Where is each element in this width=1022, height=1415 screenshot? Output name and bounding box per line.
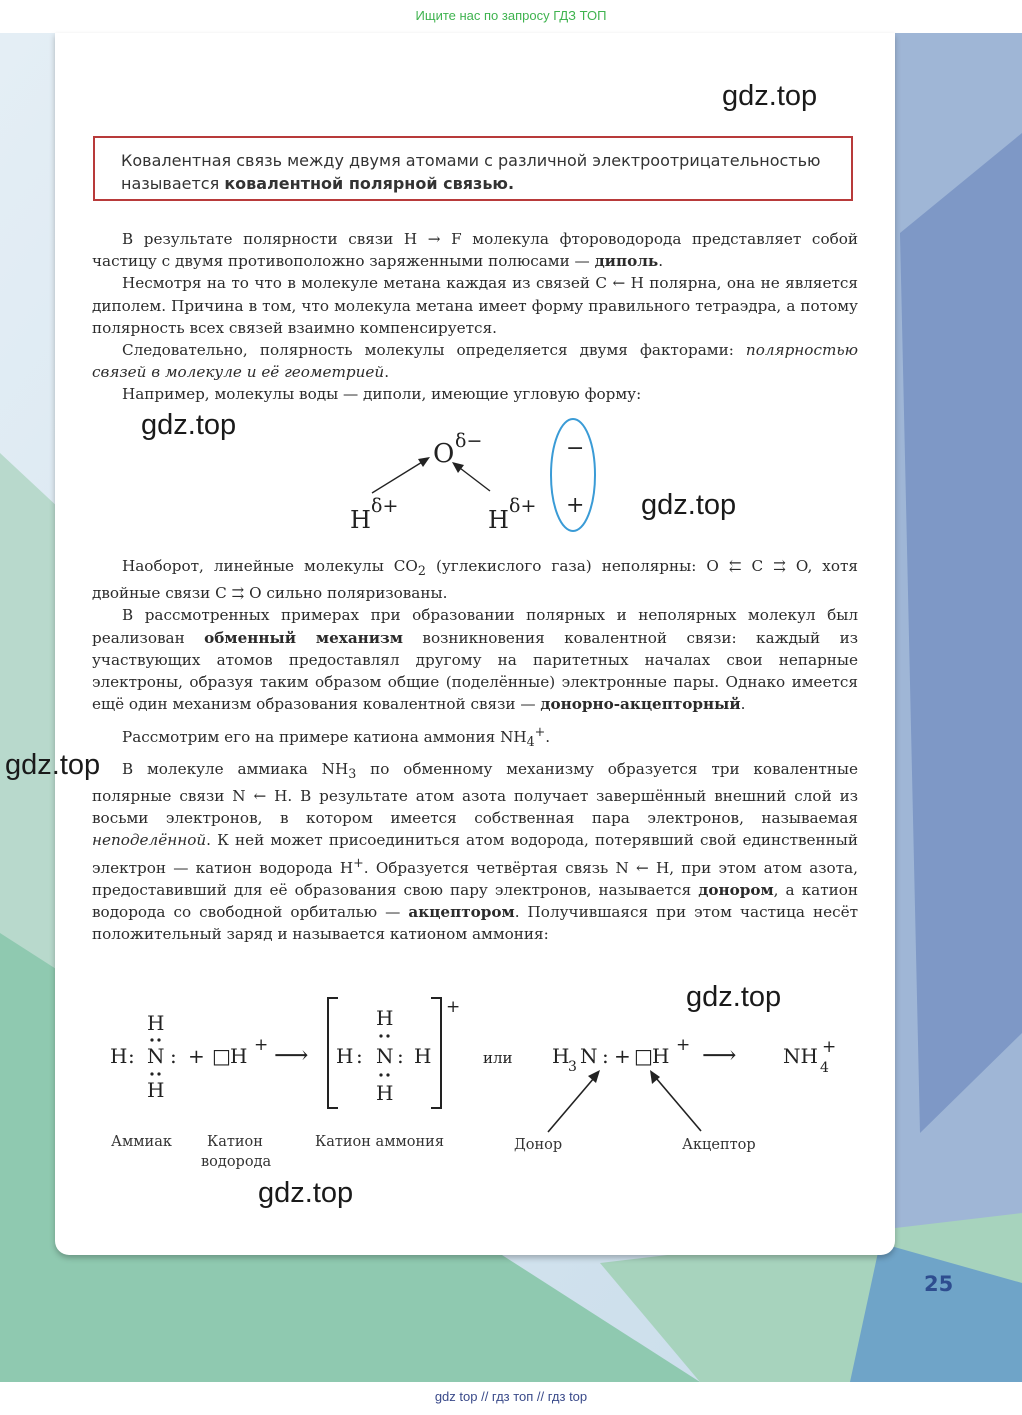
svg-text::: : — [356, 1044, 363, 1068]
or-label: или — [483, 1049, 513, 1067]
svg-text:H: H — [652, 1044, 670, 1068]
ammonia-n: N — [147, 1044, 165, 1068]
paragraph: Например, молекулы воды — диполи, имеющие угловую форму: — [122, 385, 642, 404]
paragraph: В рассмотренных примерах при образовании полярных и неполярных молекул был реализован обменный механизм возникновения ковалентной связи: каждый из участвующих атомов предоставлял другому на паритетных началах свои непарные электроны, образуя таким образом общие (поделённые) электронные пары. Однако имеется ещё один механизм образования ковалентной связи — донорно-акцепторный. — [92, 606, 858, 714]
label-hydrogen: водорода — [201, 1154, 272, 1170]
svg-text:+: + — [446, 997, 461, 1017]
footer-links: gdz top // гдз топ // гдз top — [434, 1389, 588, 1404]
svg-text:+: + — [822, 1037, 837, 1057]
ammonium-formula: NH — [783, 1044, 818, 1068]
definition-box — [93, 136, 853, 201]
bracket-right — [431, 998, 441, 1108]
svg-text:⟶: ⟶ — [702, 1041, 737, 1069]
definition-text: Ковалентная связь между двумя атомами с различной электроотрицательностью называется ковалентной полярной связью. — [121, 151, 821, 193]
paragraph: Несмотря на то что в молекуле метана каждая из связей C ← H полярна, она не является диполем. Причина в том, что молекула метана имеет форму правильного тетраэдра, а потому полярность всех связей взаимно компенсируется. — [92, 274, 858, 337]
svg-text:H: H — [336, 1044, 354, 1068]
oxygen-atom: O — [433, 439, 455, 469]
watermark: gdz.top — [258, 1177, 354, 1209]
empty-orbital: □ — [212, 1044, 231, 1068]
ammonia-h-left: H — [110, 1044, 128, 1068]
page-number: 25 — [924, 1272, 954, 1296]
svg-text:N: N — [376, 1044, 394, 1068]
svg-text::: : — [602, 1044, 609, 1068]
paragraph: В молекуле аммиака $NH_3$ по обменному механизму образуется три ковалентные полярные связи N ← H. В результате атом азота получает завершённый внешний слой из восьми электронов, в котором имеется собственная пара электронов, называемая неподелённой. К ней может присоединиться атом водорода, потерявший свой единственный электрон — катион водорода H+. Образуется четвёртая связь N ← H, при этом атом азота, предоставивший для её образования свою пару электронов, называется донором, а катион водорода со свободной орбиталью — акцептором. Получившаяся при этом частица несёт положительный заряд и называется катионом аммония: — [92, 759, 858, 944]
watermark: gdz.top — [5, 749, 101, 781]
reaction-arrow: ⟶ — [274, 1041, 309, 1069]
dipole-minus: − — [566, 436, 585, 461]
svg-text:□: □ — [634, 1044, 653, 1068]
ammonia-h-top: H — [147, 1011, 165, 1035]
svg-text:+: + — [676, 1035, 691, 1055]
paragraph: Следовательно, полярность молекулы определяется двумя факторами: полярностью связей в молекуле и её геометрией. — [92, 341, 858, 382]
svg-text:H: H — [414, 1044, 432, 1068]
body-text-bottom — [92, 555, 858, 945]
svg-text:3: 3 — [568, 1059, 577, 1075]
hydrogen-cation: H — [230, 1044, 248, 1068]
hydrogen-charge-left: δ+ — [371, 495, 399, 517]
hydrogen-atom-left: H — [350, 506, 371, 534]
acceptor-arrow — [656, 1078, 701, 1131]
top-banner: Ищите нас по запросу ГДЗ ТОП — [415, 8, 607, 23]
svg-text:N: N — [580, 1044, 598, 1068]
label-ammonia: Аммиак — [111, 1134, 172, 1150]
watermark: gdz.top — [722, 80, 818, 112]
water-dipole-diagram — [330, 415, 630, 540]
paragraph: Наоборот, линейные молекулы $CO_2$ (углекислого газа) неполярны: O ⇇ C ⇉ O, хотя двойные связи C ⇉ O сильно поляризованы. — [92, 557, 858, 603]
donor-arrow — [548, 1078, 594, 1132]
label-donor: Донор — [514, 1137, 563, 1153]
hydrogen-charge-right: δ+ — [509, 495, 537, 517]
paragraph: Рассмотрим его на примере катиона аммония $NH_4^+$. — [122, 724, 551, 750]
label-ammonium: Катион аммония — [315, 1134, 444, 1150]
bond-arrow-right — [456, 465, 490, 491]
arrow-head-left — [418, 457, 430, 467]
oxygen-charge: δ− — [455, 430, 483, 452]
watermark: gdz.top — [686, 981, 782, 1013]
svg-text:H: H — [376, 1081, 394, 1105]
watermark: gdz.top — [641, 489, 737, 521]
svg-text:+: + — [614, 1044, 631, 1068]
svg-text::: : — [397, 1044, 404, 1068]
svg-text:H: H — [552, 1044, 570, 1068]
svg-text:H: H — [376, 1006, 394, 1030]
svg-text::: : — [128, 1044, 135, 1068]
watermark: gdz.top — [141, 409, 237, 441]
label-cation: Катион — [207, 1134, 263, 1150]
svg-text:4: 4 — [820, 1060, 829, 1076]
svg-text::: : — [170, 1044, 177, 1068]
hydrogen-atom-right: H — [488, 506, 509, 534]
ammonia-h-bottom: H — [147, 1078, 165, 1102]
paragraph: В результате полярности связи H → F молекула фтороводорода представляет собой частицу с двумя противоположно заряженными полюсами — диполь. — [92, 230, 858, 271]
svg-text:+: + — [188, 1044, 205, 1068]
dipole-plus: + — [566, 493, 585, 518]
body-text-top — [92, 228, 858, 406]
bond-arrow-left — [372, 459, 427, 493]
svg-text:+: + — [254, 1035, 269, 1055]
ammonium-scheme — [100, 990, 860, 1175]
label-acceptor: Акцептор — [682, 1137, 756, 1153]
